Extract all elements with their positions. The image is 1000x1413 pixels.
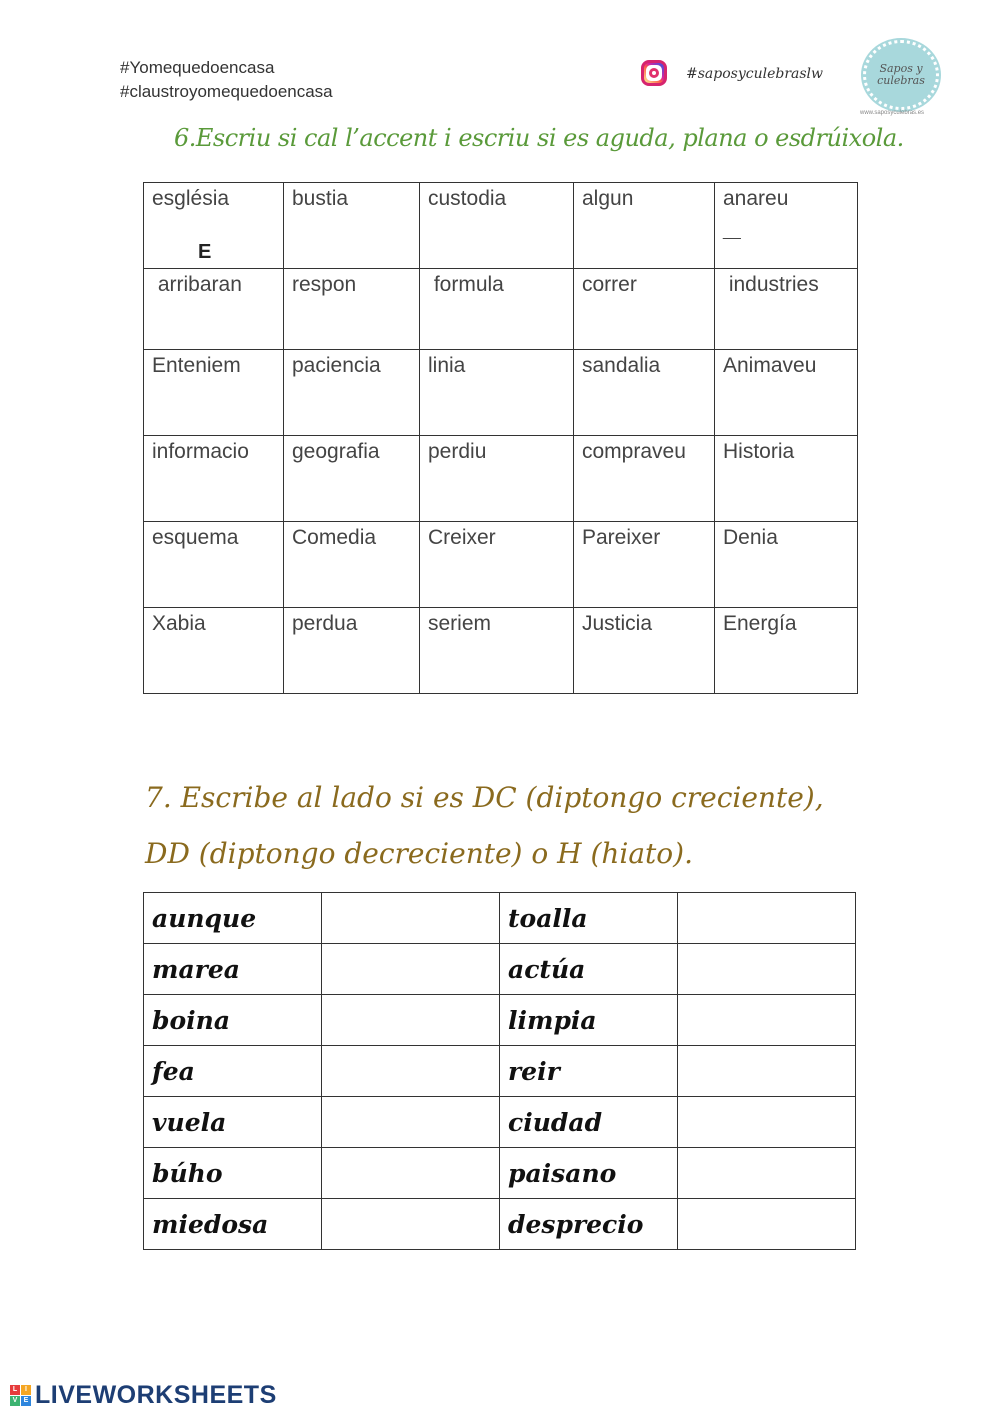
liveworksheets-block: L [10,1385,20,1395]
exercise-6-word: industries [723,273,819,296]
exercise-6-word: geografia [292,440,380,463]
exercise-6-cell [715,522,858,608]
sapos-y-culebras-logo [863,40,939,110]
exercise-6-word: paciencia [292,354,381,377]
exercise-6-cell [144,436,284,522]
exercise-7-word: marea [144,944,322,995]
exercise-7-word: aunque [144,893,322,944]
exercise-6-word: Creixer [428,526,496,549]
exercise-7-word: ciudad [500,1097,678,1148]
exercise-7-word: toalla [500,893,678,944]
exercise-7-word: paisano [500,1148,678,1199]
exercise-6-cell [420,183,574,269]
exercise-7-row [144,1148,856,1199]
exercise-6-word: formula [428,273,504,296]
exercise-6-word: Justicia [582,612,653,635]
exercise-6-cell [715,269,858,350]
instagram-icon [641,60,667,86]
exercise-6-cell [420,350,574,436]
exercise-6-table [143,182,858,694]
exercise-6-cell [284,350,420,436]
exercise-6-word: respon [292,273,357,296]
exercise-6-word: Xabia [152,612,206,635]
exercise-7-row [144,893,856,944]
exercise-6-cell [574,269,715,350]
exercise-6-word: Comedia [292,526,377,549]
exercise-6-cell [574,436,715,522]
exercise-6-row [144,608,858,694]
exercise-6-cell [420,269,574,350]
exercise-7-title: 7. Escribe al lado si es DC (diptongo creciente), DD (diptongo decreciente) o H (hiato). [145,781,824,870]
exercise-6-row [144,522,858,608]
answer-input[interactable] [322,1199,500,1250]
exercise-7-word: reir [500,1046,678,1097]
exercise-6-word: anareu [723,187,789,210]
liveworksheets-block: V [10,1396,20,1406]
hashtag-claustro: #claustroyomequedoencasa [120,82,333,101]
exercise-6-word: informacio [152,440,249,463]
answer-input[interactable] [678,1097,856,1148]
exercise-6-word: Denia [723,526,778,549]
answer-input[interactable] [322,1097,500,1148]
exercise-7-row [144,1097,856,1148]
exercise-6-word: sandalia [582,354,661,377]
liveworksheets-brand: LIVEWORKSHEETS [35,1381,277,1409]
exercise-6-cell [144,350,284,436]
exercise-6-word: linia [428,354,466,377]
exercise-6-row [144,436,858,522]
exercise-7-word: desprecio [500,1199,678,1250]
answer-input[interactable] [678,1199,856,1250]
exercise-6-cell [144,183,284,269]
exercise-6-word: compraveu [582,440,686,463]
exercise-7-row [144,1046,856,1097]
answer-input[interactable] [678,1148,856,1199]
hashtag-yomequedoencasa: #Yomequedoencasa [120,58,275,77]
exercise-6-word: Historia [723,440,795,463]
answer-input[interactable] [322,944,500,995]
exercise-6-cell [284,436,420,522]
exercise-6-title: 6.Escriu si cal l’accent i escriu si es aguda, plana o esdrúixola. [174,124,904,152]
exercise-6-word: perdua [292,612,358,635]
exercise-6-cell [284,608,420,694]
header-hashtags [120,56,333,104]
answer-input[interactable] [322,893,500,944]
exercise-7-word: fea [144,1046,322,1097]
exercise-6-word: bustia [292,187,349,210]
liveworksheets-logo [10,1381,277,1410]
exercise-7-word: miedosa [144,1199,322,1250]
exercise-7-word: boina [144,995,322,1046]
exercise-6-row [144,269,858,350]
exercise-6-cell [574,522,715,608]
exercise-6-word: algun [582,187,634,210]
exercise-6-cell [284,269,420,350]
liveworksheets-block: I [21,1385,31,1395]
exercise-6-cell [715,608,858,694]
exercise-6-cell [420,522,574,608]
answer-input[interactable] [678,1046,856,1097]
exercise-6-word: Animaveu [723,354,817,377]
exercise-6-cell [420,608,574,694]
exercise-6-word: seriem [428,612,492,635]
exercise-6-cell [574,183,715,269]
exercise-7-word: vuela [144,1097,322,1148]
exercise-6-cell [420,436,574,522]
logo-url: www.saposyculebras.es [860,110,925,116]
exercise-7-word: limpia [500,995,678,1046]
liveworksheets-blocks-icon [10,1385,31,1406]
exercise-6-cell [715,350,858,436]
exercise-6-cell [284,522,420,608]
logo-line-2: culebras [877,74,925,87]
exercise-7-row [144,944,856,995]
exercise-7-word: actúa [500,944,678,995]
exercise-6-word: església [152,187,230,210]
exercise-6-row [144,183,858,269]
exercise-6-cell [144,522,284,608]
exercise-6-cell [144,608,284,694]
exercise-6-row [144,350,858,436]
exercise-6-word: perdiu [428,440,487,463]
exercise-6-cell [715,436,858,522]
answer-input[interactable] [678,893,856,944]
blank-line: __ [723,223,741,240]
exercise-7-row [144,1199,856,1250]
exercise-6-word: arribaran [152,273,242,296]
answer-input[interactable] [322,1148,500,1199]
exercise-6-word: Enteniem [152,354,241,377]
exercise-7-table [143,892,856,1250]
exercise-6-word: Pareixer [582,526,661,549]
exercise-6-cell [284,183,420,269]
exercise-7-word: búho [144,1148,322,1199]
exercise-7-row [144,995,856,1046]
answer-input[interactable] [322,995,500,1046]
instagram-handle: #saposyculebraslw [686,66,824,82]
example-answer: E [198,241,212,263]
answer-input[interactable] [678,944,856,995]
exercise-6-word: custodia [428,187,507,210]
exercise-6-word: Energía [723,612,797,635]
exercise-6-word: correr [582,273,637,296]
exercise-6-cell [144,269,284,350]
exercise-6-cell [574,350,715,436]
logo-line-1: Sapos y [879,62,923,75]
exercise-6-cell [715,183,858,269]
liveworksheets-block: E [21,1396,31,1406]
answer-input[interactable] [678,995,856,1046]
exercise-6-word: esquema [152,526,239,549]
exercise-6-cell [574,608,715,694]
answer-input[interactable] [322,1046,500,1097]
